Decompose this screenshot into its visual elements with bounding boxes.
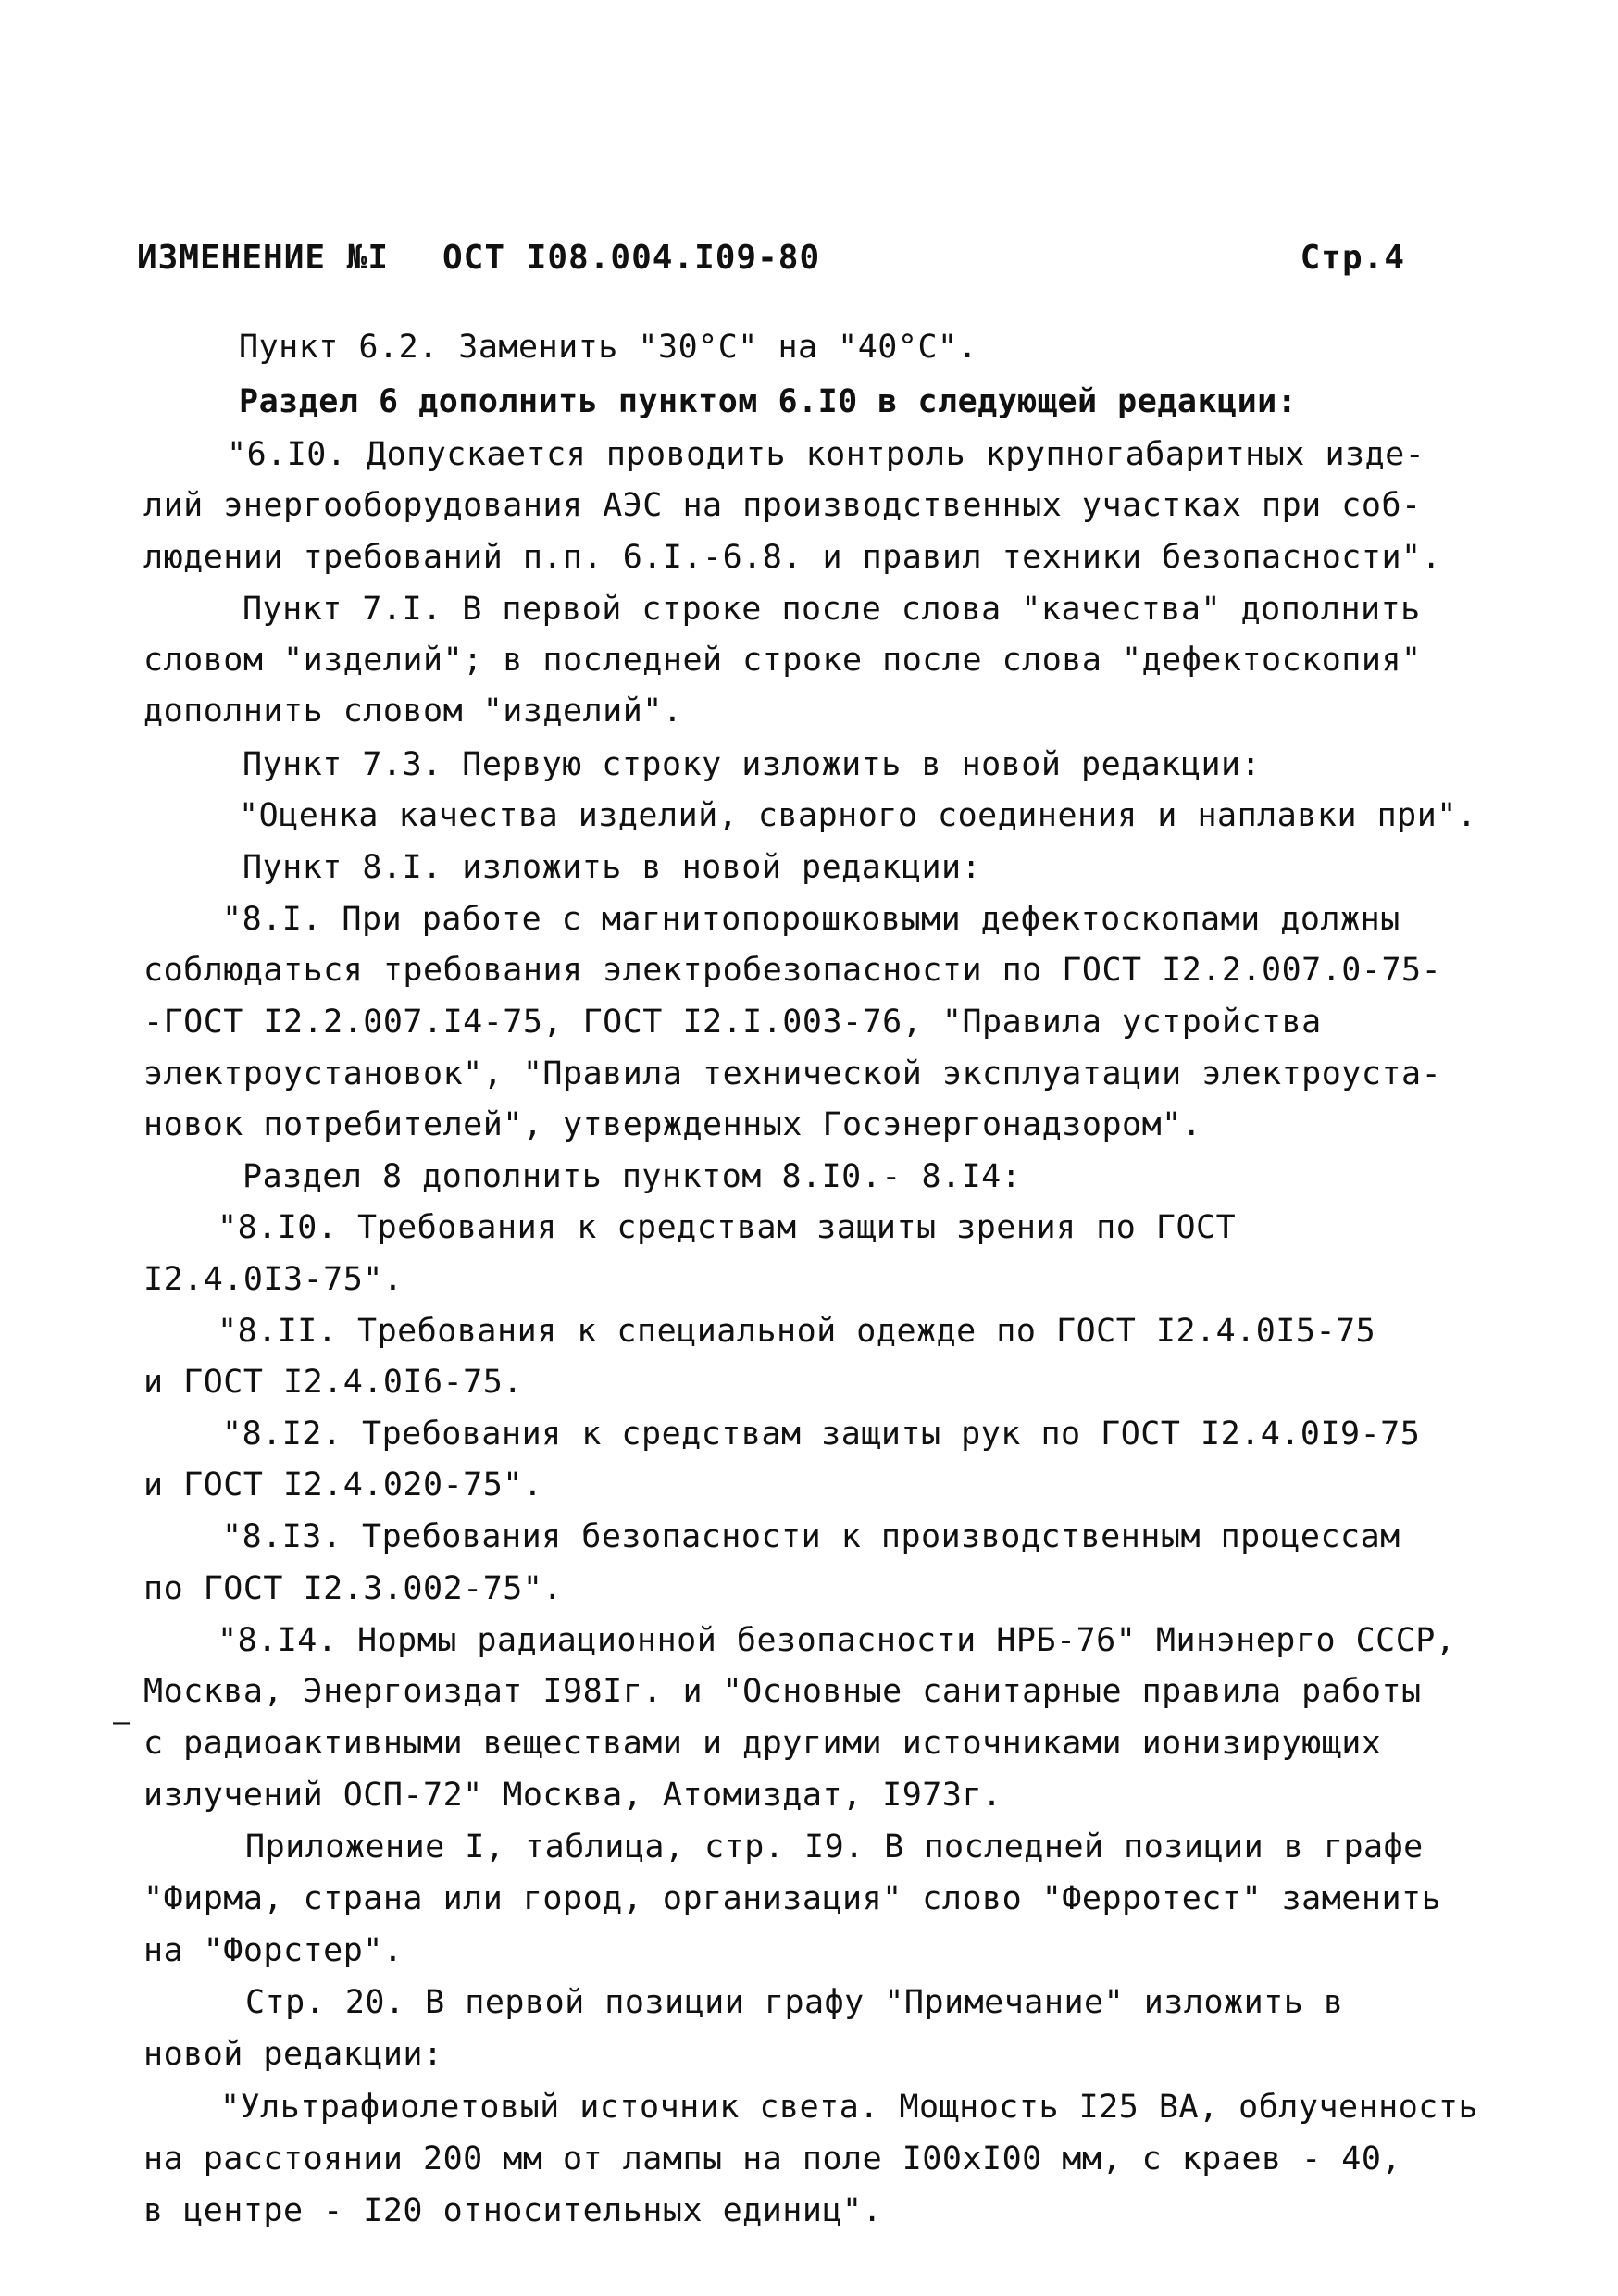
text-line: "Оценка качества изделий, сварного соединения и наплавки при". [239,797,1477,834]
text-line: Москва, Энергоиздат I98Iг. и "Основные санитарные правила работы [143,1673,1422,1710]
text-line: и ГОСТ I2.4.020-75". [143,1466,543,1504]
text-line: людении требований п.п. 6.I.-6.8. и правил техники безопасности". [143,539,1442,576]
text-line: Стр. 20. В первой позиции графу "Примечание" изложить в [245,1984,1344,2021]
text-line: электроустановок", "Правила технической эксплуатации электроуста- [143,1055,1442,1092]
standard-number: ОСТ I08.004.I09-80 [442,239,821,277]
text-line: Пункт 7.I. В первой строке после слова "качества" дополнить [243,591,1421,628]
text-line: -ГОСТ I2.2.007.I4-75, ГОСТ I2.I.003-76, "Правила устройства [143,1004,1322,1041]
text-line: Пункт 8.I. изложить в новой редакции: [243,849,982,886]
text-line: новой редакции: [143,2036,443,2073]
change-number: ИЗМЕНЕНИЕ №I [137,239,390,277]
text-line: и ГОСТ I2.4.0I6-75. [143,1364,523,1401]
text-line: дополнить словом "изделий". [143,693,683,730]
text-line: Приложение I, таблица, стр. I9. В последней позиции в графе [245,1828,1424,1866]
text-line: "8.I4. Нормы радиационной безопасности НРБ-76" Минэнерго СССР, [218,1622,1456,1659]
text-line: "Ультрафиолетовый источник света. Мощность I25 ВА, облученность [220,2089,1479,2126]
text-line: "8.I0. Требования к средствам защиты зрения по ГОСТ [218,1209,1237,1246]
text-line: Раздел 8 дополнить пунктом 8.I0.- 8.I4: [243,1158,1022,1195]
text-line: "8.I3. Требования безопасности к производственным процессам [222,1518,1400,1555]
text-line: I2.4.0I3-75". [143,1261,404,1298]
text-line: лий энергооборудования АЭС на производственных участках при соб- [143,487,1422,524]
page-header [137,239,1405,294]
text-line: Пункт 6.2. Заменить "30°С" на "40°С". [239,329,978,366]
text-line: соблюдаться требования электробезопасности по ГОСТ I2.2.007.0-75- [143,952,1442,989]
margin-mark: – [113,1706,131,1739]
text-line: на расстоянии 200 мм от лампы на поле I00хI00 мм, с краев - 40, [143,2140,1402,2177]
page-number: Стр.4 [1300,239,1405,277]
text-line: Пункт 7.3. Первую строку изложить в новой редакции: [243,746,1262,783]
text-line: в центре - I20 относительных единиц". [143,2192,883,2229]
text-line: Раздел 6 дополнить пунктом 6.I0 в следующей редакции: [239,383,1298,420]
text-line: словом "изделий"; в последней строке после слова "дефектоскопия" [143,642,1422,679]
text-line: "6.I0. Допускается проводить контроль крупногабаритных изде- [227,436,1425,473]
text-line: с радиоактивными веществами и другими источниками ионизирующих [143,1725,1382,1762]
text-line: на "Форстер". [143,1932,404,1969]
text-line: по ГОСТ I2.3.002-75". [143,1570,564,1607]
text-line: излучений ОСП-72" Москва, Атомиздат, I973г. [143,1777,1002,1814]
text-line: новок потребителей", утвержденных Госэнергонадзором". [143,1106,1202,1143]
text-line: "Фирма, страна или город, организация" слово "Ферротест" заменить [143,1880,1442,1917]
text-line: "8.I. При работе с магнитопорошковыми дефектоскопами должны [222,901,1400,938]
text-line: "8.I2. Требования к средствам защиты рук по ГОСТ I2.4.0I9-75 [222,1416,1421,1453]
text-line: "8.II. Требования к специальной одежде по ГОСТ I2.4.0I5-75 [218,1313,1376,1350]
